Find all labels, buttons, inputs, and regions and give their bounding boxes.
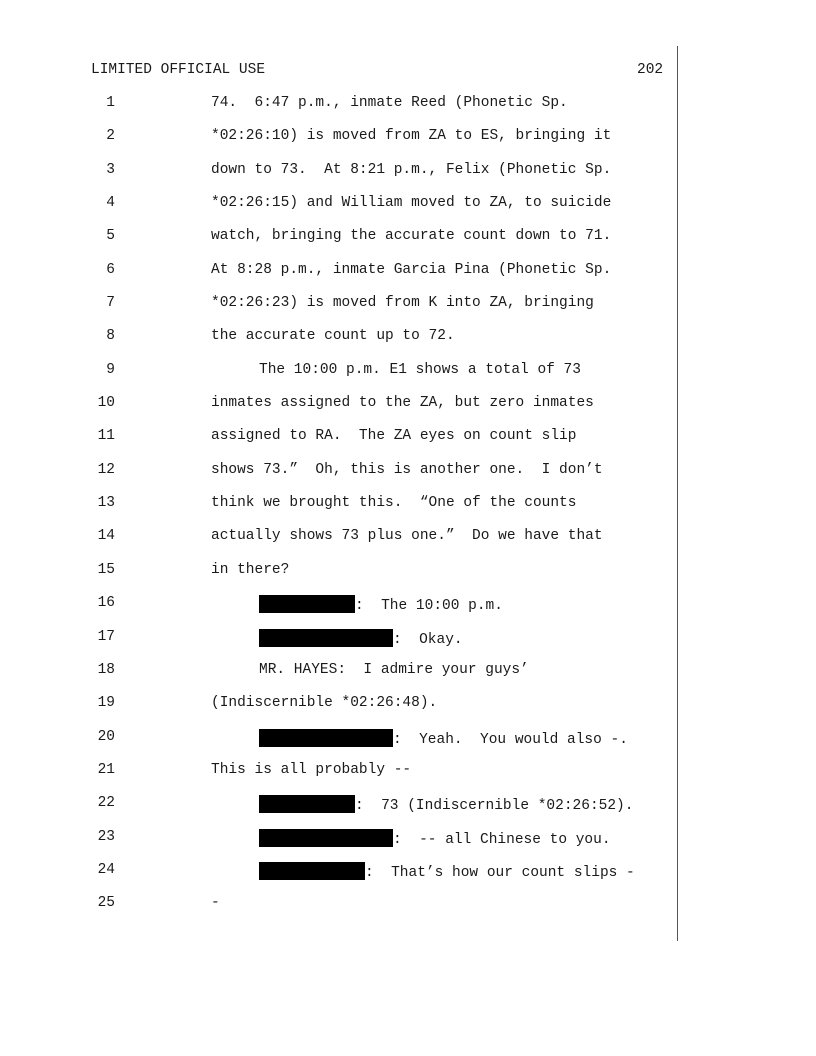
transcript-line xyxy=(0,760,816,793)
transcript-line xyxy=(0,460,816,493)
speaker-text: : The 10:00 p.m. xyxy=(355,598,503,615)
line-text: The 10:00 p.m. E1 shows a total of 73 xyxy=(259,361,581,378)
transcript-line xyxy=(0,660,816,693)
line-text: 74. 6:47 p.m., inmate Reed (Phonetic Sp. xyxy=(211,95,568,111)
line-text xyxy=(259,862,635,881)
line-number: 16 xyxy=(97,595,115,612)
redacted-speaker-name xyxy=(259,629,393,647)
line-number: 18 xyxy=(97,661,115,678)
transcript-line xyxy=(0,93,816,126)
redacted-speaker-name xyxy=(259,829,393,847)
line-text: MR. HAYES: I admire your guys’ xyxy=(259,661,529,678)
transcript-line xyxy=(0,393,816,426)
transcript-line xyxy=(0,226,816,259)
transcript-line xyxy=(0,627,816,660)
speaker-text: : 73 (Indiscernible *02:26:52). xyxy=(355,798,634,815)
line-number: 24 xyxy=(97,861,115,878)
transcript-line xyxy=(0,426,816,459)
transcript-line xyxy=(0,793,816,826)
transcript-line xyxy=(0,326,816,359)
transcript-line xyxy=(0,293,816,326)
line-text: - xyxy=(211,895,220,912)
transcript-line xyxy=(0,593,816,626)
line-number: 2 xyxy=(106,128,115,145)
transcript-line xyxy=(0,893,816,926)
redacted-speaker-name xyxy=(259,795,355,813)
line-text: At 8:28 p.m., inmate Garcia Pina (Phonetic Sp. xyxy=(211,261,612,278)
line-number: 25 xyxy=(97,895,115,912)
line-text: This is all probably -- xyxy=(211,761,412,778)
transcript-line xyxy=(0,126,816,159)
line-number: 7 xyxy=(106,295,115,312)
line-number: 9 xyxy=(106,361,115,378)
transcript-line xyxy=(0,860,816,893)
line-text: in there? xyxy=(211,561,290,578)
line-text: watch, bringing the accurate count down to 71. xyxy=(211,228,612,245)
line-text: down to 73. At 8:21 p.m., Felix (Phonetic Sp. xyxy=(211,161,612,178)
line-number: 1 xyxy=(106,95,115,111)
redacted-speaker-name xyxy=(259,595,355,613)
line-number: 8 xyxy=(106,328,115,345)
line-number: 11 xyxy=(97,428,115,445)
line-number: 21 xyxy=(97,761,115,778)
page-number: 202 xyxy=(637,62,664,78)
transcript-line xyxy=(0,526,816,559)
line-text xyxy=(259,795,633,814)
line-text xyxy=(259,829,611,848)
line-number: 22 xyxy=(97,795,115,812)
transcript-lines xyxy=(0,93,816,927)
line-text: *02:26:10) is moved from ZA to ES, bringing it xyxy=(211,128,612,145)
line-text xyxy=(259,629,463,648)
transcript-line xyxy=(0,827,816,860)
line-text: assigned to RA. The ZA eyes on count slip xyxy=(211,428,577,445)
line-text: think we brought this. “One of the counts xyxy=(211,495,577,512)
redacted-speaker-name xyxy=(259,729,393,747)
line-number: 13 xyxy=(97,495,115,512)
line-number: 20 xyxy=(97,728,115,745)
line-number: 6 xyxy=(106,261,115,278)
line-text: the accurate count up to 72. xyxy=(211,328,455,345)
line-text: (Indiscernible *02:26:48). xyxy=(211,695,438,712)
transcript-line xyxy=(0,160,816,193)
transcript-line xyxy=(0,560,816,593)
line-number: 19 xyxy=(97,695,115,712)
transcript-line xyxy=(0,693,816,726)
line-number: 14 xyxy=(97,528,115,545)
transcript-line xyxy=(0,193,816,226)
transcript-line xyxy=(0,360,816,393)
transcript-line xyxy=(0,493,816,526)
line-number: 23 xyxy=(97,828,115,845)
transcript-line xyxy=(0,727,816,760)
transcript-line xyxy=(0,260,816,293)
speaker-text: : Okay. xyxy=(393,631,463,648)
redacted-speaker-name xyxy=(259,862,365,880)
line-text: shows 73.” Oh, this is another one. I don’t xyxy=(211,461,603,478)
line-text xyxy=(259,729,628,748)
line-text: actually shows 73 plus one.” Do we have that xyxy=(211,528,603,545)
line-text: inmates assigned to the ZA, but zero inmates xyxy=(211,395,594,412)
line-number: 15 xyxy=(97,561,115,578)
line-text: *02:26:15) and William moved to ZA, to suicide xyxy=(211,195,612,212)
line-number: 3 xyxy=(106,161,115,178)
line-text: *02:26:23) is moved from K into ZA, bringing xyxy=(211,295,594,312)
speaker-text: : Yeah. You would also -. xyxy=(393,731,628,748)
line-number: 4 xyxy=(106,195,115,212)
speaker-text: : -- all Chinese to you. xyxy=(393,831,611,848)
line-number: 5 xyxy=(106,228,115,245)
line-number: 17 xyxy=(97,628,115,645)
speaker-text: : That’s how our count slips - xyxy=(365,864,635,881)
classification-header: LIMITED OFFICIAL USE xyxy=(91,62,266,78)
line-text xyxy=(259,595,503,614)
line-number: 12 xyxy=(97,461,115,478)
line-number: 10 xyxy=(97,395,115,412)
